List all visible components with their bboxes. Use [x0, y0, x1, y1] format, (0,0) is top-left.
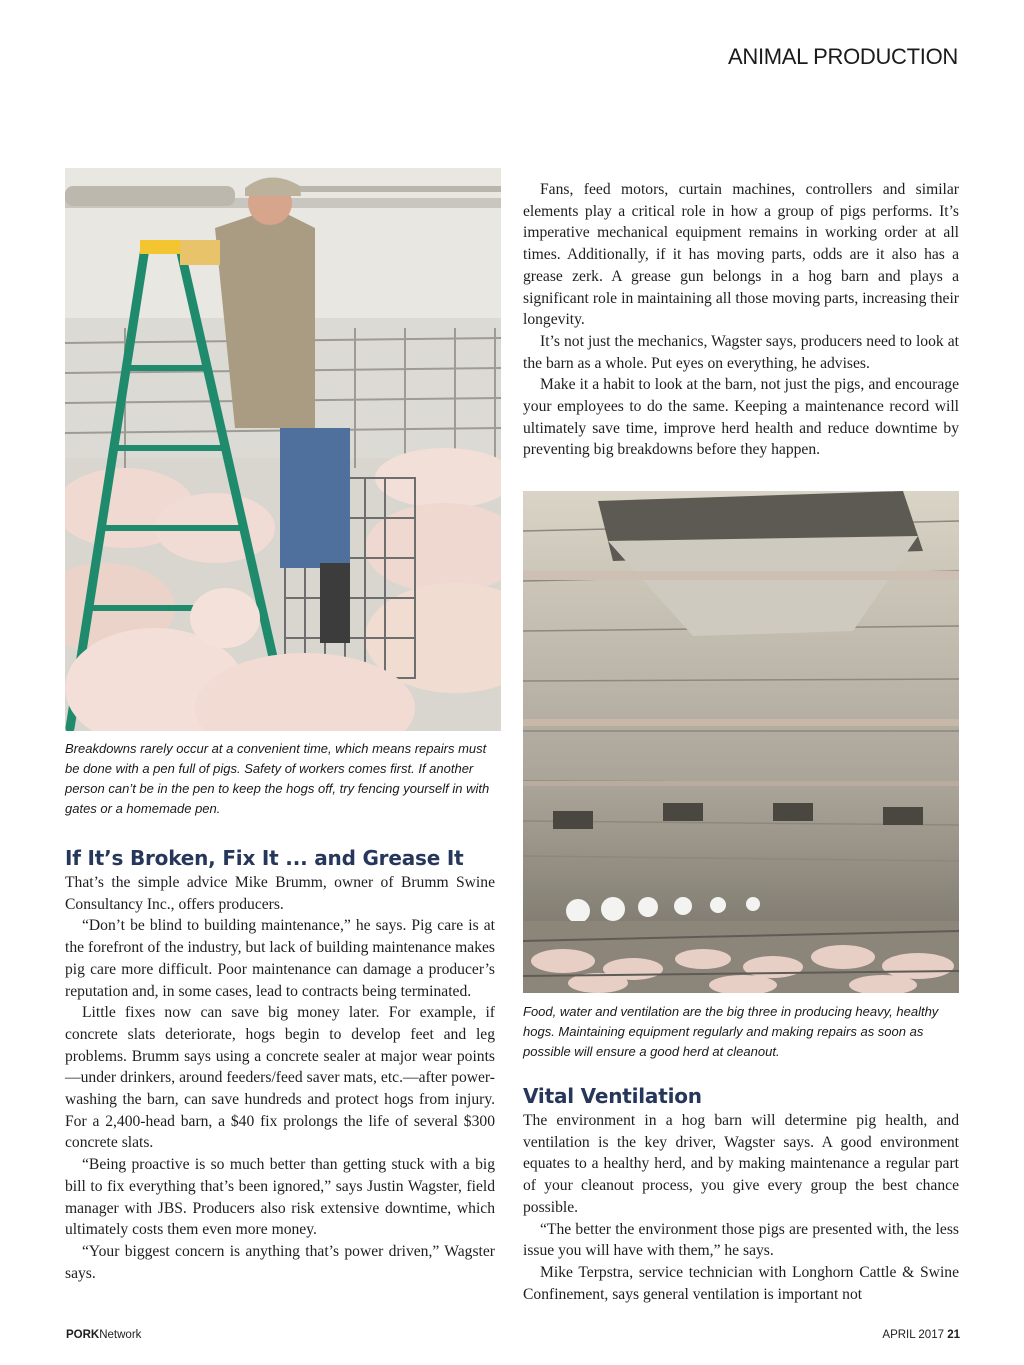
paragraph: “Being proactive is so much better than getting stuck with a big bill to fix everything that’s been ignored,” says Justin Wagster, field manager with JBS. Producers also risk extensive downtime, which ultimately costs them even more money.	[65, 1156, 495, 1239]
footer-issue-date: APRIL 2017	[882, 1329, 944, 1341]
right-column-top-text	[523, 179, 959, 461]
worker-photo-caption: Breakdowns rarely occur at a convenient time, which means repairs must be done with a pen full of pigs. Safety of workers comes first. If another person can’t be in the pen to keep the hogs off, try fencing yourself in with gates or a homemade pen.	[65, 741, 490, 816]
paragraph: Make it a habit to look at the barn, not just the pigs, and encourage your employees to do the same. Keeping a maintenance record will ultimately save time, improve herd health and reduce downtime by preventing big breakdowns before they happen.	[523, 376, 959, 459]
barn-photo	[523, 491, 959, 993]
worker-photo	[65, 168, 501, 731]
paragraph: “Don’t be blind to building maintenance,” he says. Pig care is at the forefront of the industry, but lack of building maintenance makes pig care more difficult. Poor maintenance can damage a producer’s reputation and, in some cases, lead to contracts being terminated.	[65, 917, 495, 1000]
paragraph: Fans, feed motors, curtain machines, controllers and similar elements play a critical role in how a group of pigs performs. It’s imperative mechanical equipment remains in working order at all times. Additionally, if it has moving parts, odds are it also has a grease zerk. A grease gun belongs in a hog barn and plays a significant role in maintaining all those moving parts, increasing their longevity.	[523, 181, 959, 329]
left-column-text	[65, 872, 495, 1284]
paragraph: “The better the environment those pigs are presented with, the less issue you will have with them,” he says.	[523, 1220, 959, 1260]
paragraph: That’s the simple advice Mike Brumm, owner of Brumm Swine Consultancy Inc., offers producers.	[65, 874, 495, 913]
barn-photo-caption: Food, water and ventilation are the big three in producing heavy, healthy hogs. Maintaining equipment regularly and making repairs as soon as possible will ensure a good herd at cleanout.	[523, 1004, 939, 1059]
paragraph: It’s not just the mechanics, Wagster says, producers need to look at the barn as a whole. Put eyes on everything, he advises.	[523, 332, 959, 372]
page-number: 21	[947, 1329, 960, 1341]
paragraph: The environment in a hog barn will determine pig health, and ventilation is the key driver, Wagster says. A good environment equates to a healthy herd, and by making maintenance a regular part of your cleanout process, you give every group the best chance possible.	[523, 1112, 959, 1216]
paragraph: Mike Terpstra, service technician with Longhorn Cattle & Swine Confinement, says general ventilation is important not	[523, 1263, 959, 1303]
footer-brand-bold: PORK	[66, 1329, 100, 1341]
section-fix-heading: If It’s Broken, Fix It ... and Grease It	[65, 846, 464, 870]
right-column-bottom-text	[523, 1110, 959, 1305]
footer-brand-rest: Network	[99, 1329, 142, 1341]
footer-brand	[66, 1329, 141, 1341]
footer-issue	[882, 1329, 960, 1341]
section-label: ANIMAL PRODUCTION	[728, 44, 958, 69]
section-vent-heading: Vital Ventilation	[523, 1084, 702, 1108]
paragraph: “Your biggest concern is anything that’s power driven,” Wagster says.	[65, 1242, 495, 1282]
paragraph: Little fixes now can save big money later. For example, if concrete slats deteriorate, hogs begin to develop feet and leg problems. Brumm says using a concrete sealer at major wear points—under drinkers, around feeders/feed saver mats, etc.—after power-washing the barn, can save hundreds and protect hogs from injury. For a 2,400-head barn, a $40 fix prolongs the life of several $300 concrete slats.	[65, 1004, 495, 1152]
